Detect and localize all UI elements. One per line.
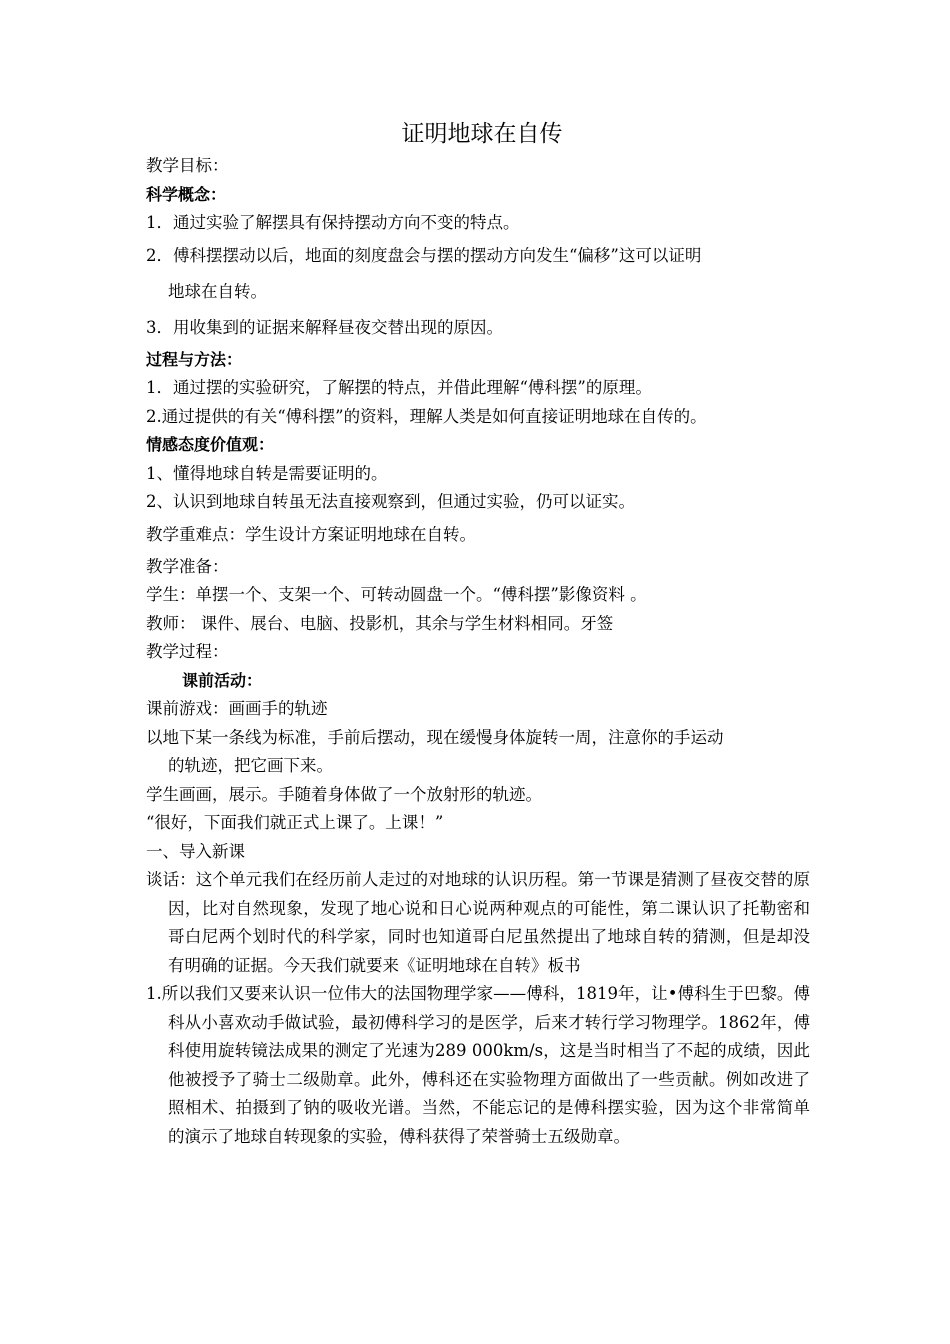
teacher-quote: “很好，下面我们就正式上课了。上课！” [146,813,444,832]
foucault-paragraph: 1.所以我们又要来认识一位伟大的法国物理学家——傅科，1819年，让•傅科生于巴黎。傅科从小喜欢动手做试验，最初傅科学习的是医学，后来才转行学习物理学。1862年，傅科使用旋转镜法成果的测定了光速为289 000km/s，这是当时相当了不起的成绩，因此他被授予了骑士二级勋章。此外，傅科还在实验物理方面做出了一些贡献。例如改进了照相术、拍摄到了钠的吸收光谱。当然，不能忘记的是傅科摆实验，因为这个非常简单的演示了地球自转现象的实验，傅科获得了荣誉骑士五级勋章。 [146,984,810,1146]
attitude-item-2: 2、认识到地球自转虽无法直接观察到，但通过实验，仍可以证实。 [146,492,635,511]
concept-item-1: 1．通过实验了解摆具有保持摆动方向不变的特点。 [146,213,520,232]
subheading-process-methods: 过程与方法： [146,349,243,369]
section-heading-introduction: 一、导入新课 [146,841,245,861]
concept-item-2-continued: 地球在自转。 [168,281,267,301]
document-title: 证明地球在自传 [401,121,563,147]
attitude-item-1: 1、懂得地球自转是需要证明的。 [146,463,388,483]
section-heading-process: 教学过程： [146,642,229,661]
talk-paragraph: 谈话：这个单元我们在经历前人走过的对地球的认识历程。第一节课是猜测了昼夜交替的原因，比对自然现象，发现了地心说和日心说两种观点的可能性，第二课认识了托勒密和哥白尼两个划时代的科学家，同时也知道哥白尼虽然提出了地球自转的猜测，但是却没有明确的证据。今天我们就要来《证明地球在自转》板书 [146,870,810,975]
concept-item-2: 2．傅科摆摆动以后，地面的刻度盘会与摆的摆动方向发生“偏移”这可以证明 [146,245,702,265]
pre-class-game: 课前游戏：画画手的轨迹 [146,699,328,718]
concept-item-3: 3．用收集到的证据来解释昼夜交替出现的原因。 [146,317,503,337]
game-instructions: 以地下某一条线为标准，手前后摆动，现在缓慢身体旋转一周，注意你的手运动 [146,727,724,747]
process-item-2: 2.通过提供的有关“傅科摆”的资料，理解人类是如何直接证明地球在自传的。 [146,406,707,426]
preparation-teacher: 教师： 课件、展台、电脑、投影机，其余与学生材料相同。牙签 [146,613,614,633]
process-item-1: 1．通过摆的实验研究，了解摆的特点，并借此理解“傅科摆”的原理。 [146,378,652,397]
student-drawing: 学生画画，展示。手随着身体做了一个放射形的轨迹。 [146,784,542,804]
subheading-pre-class-activity: 课前活动： [182,670,263,690]
preparation-students: 学生：单摆一个、支架一个、可转动圆盘一个。“傅科摆”影像资料 。 [146,585,647,604]
section-heading-preparation: 教学准备： [146,556,229,576]
document-page [146,118,810,1151]
section-heading-objectives: 教学目标： [146,156,229,175]
subheading-science-concepts: 科学概念： [146,184,227,204]
subheading-attitudes-values: 情感态度价值观： [146,435,275,454]
game-instructions-continued: 的轨迹，把它画下来。 [168,756,333,775]
key-difficulty: 教学重难点：学生设计方案证明地球在自转。 [146,524,476,544]
